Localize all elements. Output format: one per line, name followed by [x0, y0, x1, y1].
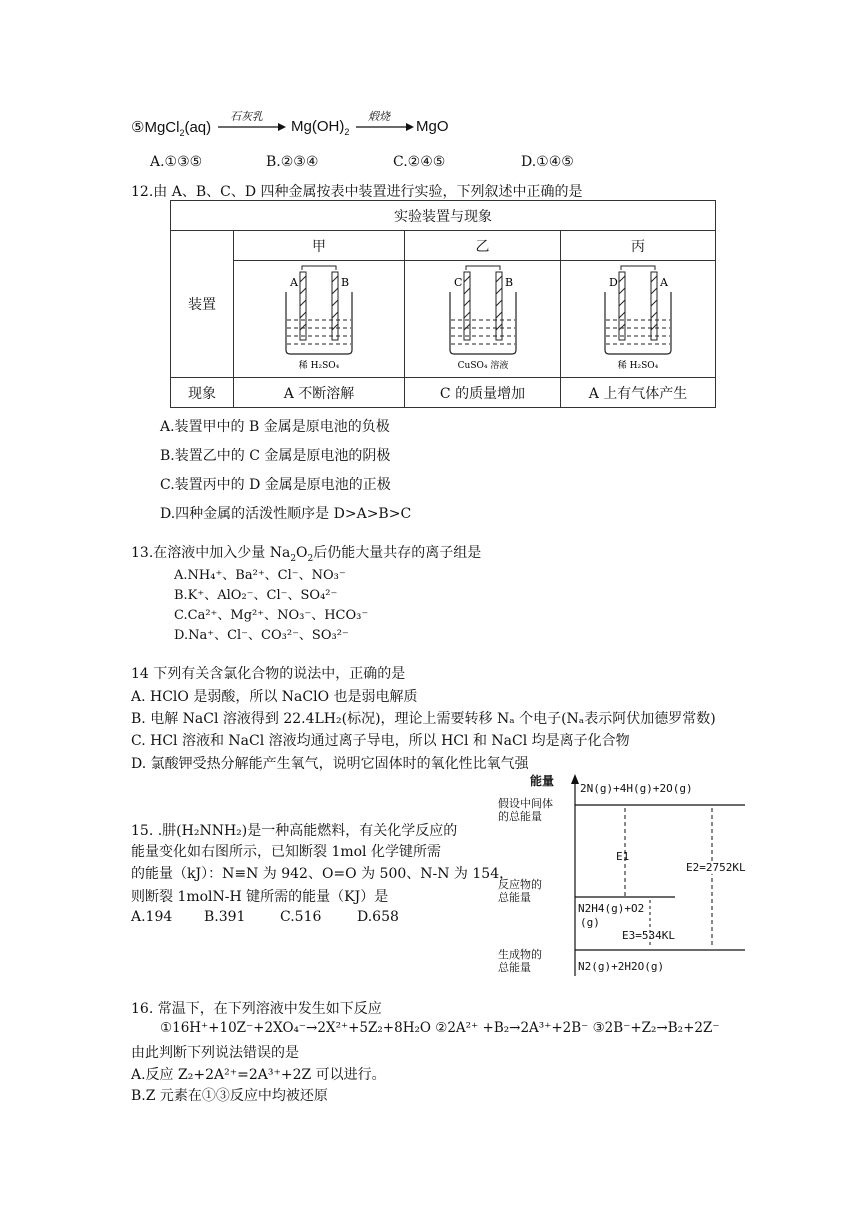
- energy-e2-label: E2=2752KL: [686, 861, 746, 874]
- q15-option-c: C.516: [280, 909, 322, 925]
- q15-option-a: A.194: [131, 909, 173, 925]
- beaker-diagram-yi: [438, 262, 528, 372]
- q11-mgo: MgO: [416, 118, 449, 135]
- electrode-label-right: B: [504, 276, 513, 289]
- q11-reaction-line: [131, 118, 211, 138]
- solution-label: 稀 H₂SO₄: [298, 361, 340, 371]
- q16-stem: 16. 常温下，在下列溶液中发生如下反应: [131, 1001, 382, 1017]
- q14-stem: 14 下列有关含氯化合物的说法中，正确的是: [131, 666, 406, 682]
- q15-option-d: D.658: [357, 909, 399, 925]
- q12-device-jia: [234, 261, 405, 378]
- q16-judge: 由此判断下列说法错误的是: [131, 1045, 299, 1061]
- q15-line2: 能量变化如右图所示，已知断裂 1mol 化学键所需: [131, 844, 441, 860]
- energy-top-species: 2N(g)+4H(g)+2O(g): [580, 782, 693, 795]
- q13-option-d: D.Na⁺、Cl⁻、CO₃²⁻、SO₃²⁻: [174, 628, 349, 643]
- energy-reactant: N2H4(g)+O2: [578, 902, 645, 915]
- q11-option-b: B.②③④: [266, 154, 319, 170]
- energy-reactant-state: (g): [580, 916, 600, 929]
- q14-option-c: C. HCl 溶液和 NaCl 溶液均通过离子导电，所以 HCl 和 NaCl 均是离子化合物: [131, 733, 630, 749]
- q16-reactions: ①16H⁺+10Z⁻+2XO₄⁻→2X²⁺+5Z₂+8H₂O ②2A²⁺ +B₂→2A³⁺+2B⁻ ③2B⁻+Z₂→B₂+2Z⁻: [160, 1020, 720, 1036]
- energy-side-top: 假设中间体 的总能量: [498, 797, 553, 823]
- q12-phenomenon-jia: A 不断溶解: [234, 378, 405, 408]
- q11-arrow1-label: 石灰乳: [230, 110, 263, 123]
- beaker-diagram-bing: [593, 262, 683, 372]
- q12-row-phenomenon: 现象: [171, 378, 234, 408]
- q12-table-header: 实验装置与现象: [171, 201, 716, 231]
- energy-side-mid: 反应物的 总能量: [498, 878, 542, 904]
- q12-phenomenon-yi: C 的质量增加: [405, 378, 561, 408]
- energy-diagram: [490, 770, 750, 980]
- q11-mgcl2: ⑤MgCl$_2$(aq): [131, 119, 212, 138]
- q11-option-c: C.②④⑤: [393, 154, 446, 170]
- q13-option-a: A.NH₄⁺、Ba²⁺、Cl⁻、NO₃⁻: [174, 568, 346, 583]
- electrode-label-right: A: [660, 276, 668, 289]
- q15-line4: 则断裂 1molN-H 键所需的能量（KJ）是: [131, 889, 389, 905]
- electrode-label-right: B: [341, 276, 350, 289]
- solution-label: 稀 H₂SO₄: [617, 361, 659, 371]
- electrode-label-left: C: [453, 276, 462, 289]
- q12-device-bing: [561, 261, 716, 378]
- q14-option-b: B. 电解 NaCl 溶液得到 22.4LH₂(标况)，理论上需要转移 Nₐ 个电子(Nₐ表示阿伏加德罗常数): [131, 711, 716, 727]
- energy-e1-label: E1: [616, 850, 630, 863]
- q13-option-c: C.Ca²⁺、Mg²⁺、NO₃⁻、HCO₃⁻: [174, 608, 369, 623]
- q11-arrow2: [356, 122, 414, 132]
- q13-option-b: B.K⁺、AlO₂⁻、Cl⁻、SO₄²⁻: [174, 588, 338, 603]
- q12-table: [170, 200, 716, 408]
- beaker-diagram-jia: [274, 262, 364, 372]
- q11-arrow2-label: 煅烧: [368, 110, 390, 123]
- q12-option-d: D.四种金属的活泼性顺序是 D>A>B>C: [160, 506, 412, 522]
- q12-col-bing: 丙: [561, 231, 716, 261]
- q11-arrow1: [218, 122, 286, 132]
- q11-mgoh2: $Mg(OH)_2$: [291, 118, 350, 137]
- q12-phenomenon-bing: A 上有气体产生: [561, 378, 716, 408]
- q12-col-jia: 甲: [234, 231, 405, 261]
- q16-option-a: A.反应 Z₂+2A²⁺=2A³⁺+2Z 可以进行。: [131, 1067, 386, 1083]
- electrode-label-left: D: [609, 276, 618, 289]
- q14-option-d: D. 氯酸钾受热分解能产生氧气，说明它固体时的氧化性比氧气强: [131, 756, 529, 772]
- electrode-label-left: A: [290, 276, 298, 289]
- q16-option-b: B.Z 元素在①③反应中均被还原: [131, 1088, 328, 1104]
- q11-option-a: A.①③⑤: [150, 154, 203, 170]
- energy-side-bot: 生成物的 总能量: [498, 948, 542, 974]
- q12-col-yi: 乙: [405, 231, 561, 261]
- q15-line3: 的能量（kJ）：N≡N 为 942、O=O 为 500、N-N 为 154，: [131, 866, 514, 882]
- q12-option-c: C.装置丙中的 D 金属是原电池的正极: [160, 477, 391, 493]
- q12-option-a: A.装置甲中的 B 金属是原电池的负极: [160, 419, 390, 435]
- q15-option-b: B.391: [204, 909, 246, 925]
- q12-option-b: B.装置乙中的 C 金属是原电池的阴极: [160, 448, 391, 464]
- q12-device-yi: [405, 261, 561, 378]
- energy-product: N2(g)+2H2O(g): [578, 960, 665, 973]
- q12-stem: 12.由 A、B、C、D 四种金属按表中装置进行实验，下列叙述中正确的是: [131, 184, 583, 200]
- q13-stem: 13.在溶液中加入少量 $Na_2O_2$后仍能大量共存的离子组是: [131, 545, 482, 564]
- q14-option-a: A. HClO 是弱酸，所以 NaClO 也是弱电解质: [131, 689, 418, 705]
- energy-axis-label: 能量: [530, 774, 555, 788]
- q15-line1: 15. .肼(H₂NNH₂)是一种高能燃料，有关化学反应的: [131, 823, 458, 839]
- q11-option-d: D.①④⑤: [521, 154, 574, 170]
- q12-row-device: 装置: [171, 231, 234, 378]
- solution-label: CuSO₄ 溶液: [457, 361, 508, 371]
- energy-e3-label: E3=534KL: [622, 929, 675, 942]
